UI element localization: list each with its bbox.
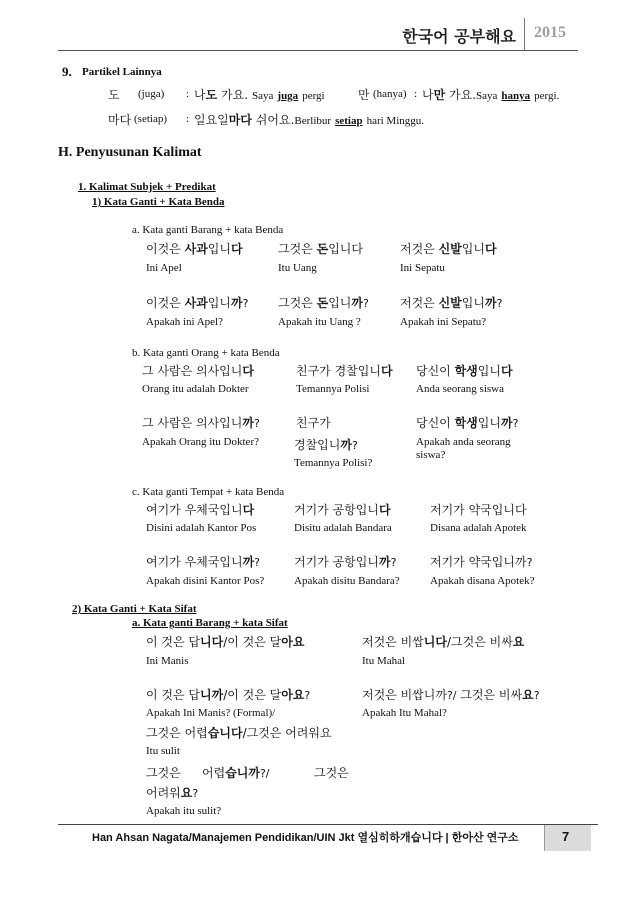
translation: Ini Manis	[146, 655, 189, 667]
header-rule	[58, 50, 578, 51]
korean-sentence: 친구가 경찰입니다	[296, 364, 393, 378]
translation: Apakah disana Apotek?	[430, 575, 535, 587]
group-b-label: b. Kata ganti Orang + kata Benda	[132, 347, 280, 359]
korean-question: 당신이 학생입니까?	[416, 416, 519, 430]
translation: Apakah ini Sepatu?	[400, 316, 487, 328]
korean-sentence: 그 사람은 의사입니다	[142, 364, 254, 378]
particle-man-meaning: (hanya)	[373, 88, 407, 100]
particle-mada-meaning: (setiap)	[134, 113, 167, 125]
particle-do-meaning: (juga)	[138, 88, 165, 100]
subsection-1-2-title: 2) Kata Ganti + Kata Sifat	[72, 603, 197, 615]
korean-sentence: 그것은 돈입니다	[278, 242, 363, 256]
korean-sentence: 저것은 신발입니다	[400, 242, 497, 256]
section-h-title: H. Penyusunan Kalimat	[58, 145, 202, 160]
translation: Apakah disitu Bandara?	[294, 575, 400, 587]
particle-mada: 마다	[108, 113, 132, 127]
translation: Apakah itu sulit?	[146, 805, 222, 817]
translation: Itu sulit	[146, 745, 180, 757]
translation: Apakah Ini Manis? (Formal)/	[146, 707, 276, 719]
korean-question: 저것은 비쌉니까?/ 그것은 비싸요?	[362, 688, 540, 702]
korean-question: 경찰입니까?	[294, 438, 358, 452]
particle-man: 만	[358, 88, 370, 102]
korean-question: 이것은 사과입니까?	[146, 296, 249, 310]
translation: Apakah ini Apel?	[146, 316, 223, 328]
footer-credit: Han Ahsan Nagata/Manajemen Pendidikan/UIN Jkt 열심히하개습니다 | 한아산 연구소	[92, 832, 519, 844]
korean-question: 저것은 신발입니까?	[400, 296, 503, 310]
korean-question: 그것은 돈입니까?	[278, 296, 369, 310]
translation: Orang itu adalah Dokter	[142, 383, 249, 395]
section-9-number: 9.	[62, 64, 72, 79]
korean-question: 그것은	[314, 766, 349, 780]
colon: :	[186, 113, 190, 125]
korean-sentence: 이것은 사과입니다	[146, 242, 243, 256]
footer-rule	[58, 824, 598, 825]
korean-sentence: 그것은 어렵습니다/그것은 어려워요	[146, 726, 332, 740]
translation: Ini Sepatu	[400, 262, 445, 274]
colon: :	[186, 88, 190, 100]
korean-sentence: 저기가 약국입니다	[430, 503, 527, 517]
korean-question: 이 것은 답니까/이 것은 달아요?	[146, 688, 311, 702]
translation: Temannya Polisi?	[294, 457, 373, 469]
korean-sentence: 당신이 학생입니다	[416, 364, 513, 378]
translation: Ini Apel	[146, 262, 182, 274]
translation: siswa?	[416, 449, 446, 461]
translation: Temannya Polisi	[296, 383, 370, 395]
korean-question: 그것은	[146, 766, 181, 780]
translation: Apakah disini Kantor Pos?	[146, 575, 265, 587]
header-year: 2015	[534, 24, 566, 41]
translation: Apakah itu Uang ?	[278, 316, 361, 328]
korean-question: 어려워요?	[146, 786, 199, 800]
header-separator	[524, 18, 525, 50]
translation: Itu Mahal	[362, 655, 406, 667]
translation: Anda seorang siswa	[416, 383, 504, 395]
korean-sentence: 여기가 우체국입니다	[146, 503, 255, 517]
particle-do: 도	[108, 88, 120, 102]
translation: Apakah Itu Mahal?	[362, 707, 447, 719]
particle-do-example: 나도 가요. Saya juga pergi	[194, 88, 325, 102]
section-9-title: Partikel Lainnya	[82, 66, 162, 78]
group-a-label: a. Kata ganti Barang + kata Benda	[132, 224, 284, 236]
translation: Disini adalah Kantor Pos	[146, 522, 257, 534]
translation: Apakah Orang itu Dokter?	[142, 436, 259, 448]
particle-mada-example: 일요일마다 쉬어요.Berlibur setiap hari Minggu.	[194, 113, 425, 127]
korean-sentence: 저것은 비쌉니다/그것은 비싸요	[362, 635, 525, 649]
korean-question: 그 사람은 의사입니까?	[142, 416, 260, 430]
korean-question: 거기가 공항입니까?	[294, 555, 397, 569]
colon: :	[414, 88, 418, 100]
subsection-1-title: 1. Kalimat Subjek + Predikat	[78, 181, 216, 193]
korean-question: 저기가 약국입니까?	[430, 555, 533, 569]
korean-sentence: 거기가 공항입니다	[294, 503, 391, 517]
page-number: 7	[562, 829, 570, 844]
translation: Disana adalah Apotek	[430, 522, 527, 534]
subsection-1-1-title: 1) Kata Ganti + Kata Benda	[92, 196, 225, 208]
translation: Apakah anda seorang	[416, 436, 511, 448]
korean-question: 어렵습니까?/	[202, 766, 270, 780]
group-d-label: a. Kata ganti Barang + kata Sifat	[132, 617, 288, 629]
translation: Disitu adalah Bandara	[294, 522, 392, 534]
korean-question: 여기가 우체국입니까?	[146, 555, 260, 569]
korean-sentence: 이 것은 답니다/이 것은 달아요	[146, 635, 305, 649]
translation: Itu Uang	[278, 262, 317, 274]
particle-man-example: 나만 가요.Saya hanya pergi.	[422, 88, 560, 102]
group-c-label: c. Kata ganti Tempat + kata Benda	[132, 486, 285, 498]
header-title: 한국어 공부해요	[402, 27, 516, 46]
korean-question: 친구가	[296, 416, 331, 430]
